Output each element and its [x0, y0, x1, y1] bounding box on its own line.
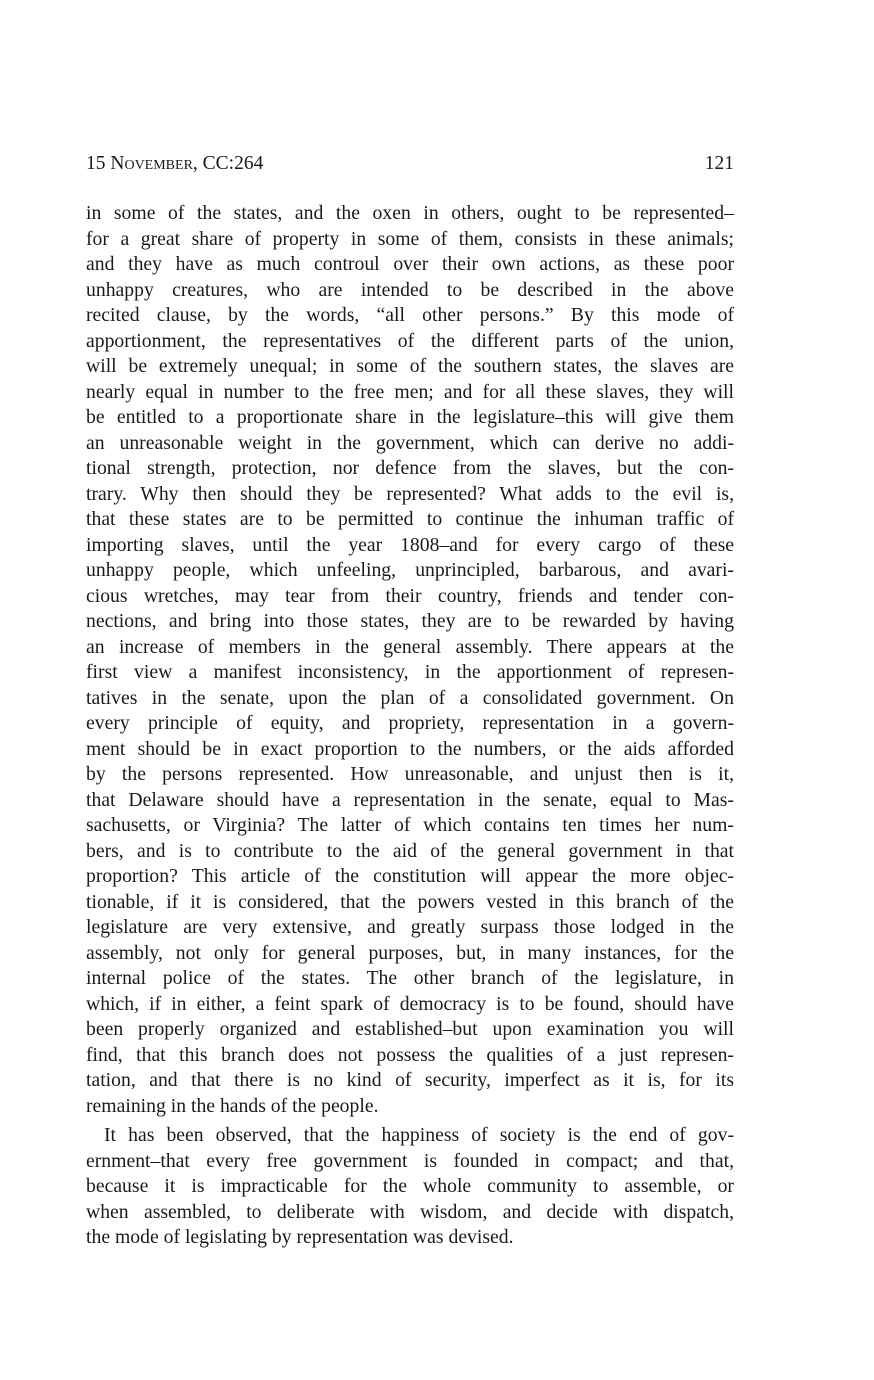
text-line: trary. Why then should they be represented? What adds to the evil is, [86, 482, 734, 505]
header-citation [86, 150, 263, 178]
page-number: 121 [704, 153, 734, 174]
paragraph [86, 1123, 734, 1251]
text-line: for a great share of property in some of them, consists in these animals; [86, 227, 734, 250]
running-head [86, 150, 734, 178]
text-line: unhappy people, which unfeeling, unprincipled, barbarous, and avari- [86, 559, 734, 581]
text-line: ernment–that every free government is founded in compact; and that, [86, 1149, 734, 1172]
header-date: 15 [86, 153, 111, 174]
text-line: first view a manifest inconsistency, in the apportionment of represen- [86, 661, 734, 683]
text-line: legislature are very extensive, and greatly surpass those lodged in the [86, 916, 734, 938]
header-month: November [110, 153, 193, 174]
text-line: apportionment, the representatives of the different parts of the union, [86, 329, 734, 352]
text-line: in some of the states, and the oxen in others, ought to be represented– [86, 202, 734, 224]
paragraph [86, 201, 734, 1119]
text-line: unhappy creatures, who are intended to be described in the above [86, 278, 734, 301]
text-line: It has been observed, that the happiness of society is the end of gov- [104, 1124, 734, 1146]
text-line: that these states are to be permitted to continue the inhuman traffic of [86, 508, 734, 530]
text-line: importing slaves, until the year 1808–and for every cargo of these [86, 533, 734, 556]
body-text [86, 201, 734, 1251]
text-line: the mode of legislating by representation was devised. [86, 1226, 514, 1248]
text-line: an unreasonable weight in the government, which can derive no addi- [86, 431, 734, 454]
text-line: tation, and that there is no kind of security, imperfect as it is, for its [86, 1069, 734, 1091]
text-line: internal police of the states. The other branch of the legislature, in [86, 967, 734, 989]
text-line: tatives in the senate, upon the plan of a consolidated government. On [86, 686, 734, 709]
text-line: when assembled, to deliberate with wisdom, and decide with dispatch, [86, 1200, 734, 1223]
text-line: which, if in either, a feint spark of democracy is to be found, should have [86, 992, 734, 1015]
text-line: assembly, not only for general purposes, but, in many instances, for the [86, 941, 734, 964]
text-line: nections, and bring into those states, they are to be rewarded by having [86, 610, 734, 632]
header-citation-code: , CC:264 [192, 153, 264, 174]
text-line: bers, and is to contribute to the aid of the general government in that [86, 839, 734, 862]
text-line: by the persons represented. How unreasonable, and unjust then is it, [86, 763, 734, 785]
text-line: because it is impracticable for the whole community to assemble, or [86, 1175, 734, 1197]
text-line: been properly organized and established–but upon examination you will [86, 1018, 734, 1040]
text-line: proportion? This article of the constitution will appear the more objec- [86, 865, 734, 887]
text-line: be entitled to a proportionate share in the legislature–this will give them [86, 406, 734, 428]
text-line: that Delaware should have a representation in the senate, equal to Mas- [86, 788, 734, 811]
text-line: and they have as much controul over their own actions, as these poor [86, 253, 734, 275]
text-line: nearly equal in number to the free men; and for all these slaves, they will [86, 380, 734, 403]
text-line: recited clause, by the words, “all other persons.” By this mode of [86, 304, 734, 326]
text-line: remaining in the hands of the people. [86, 1094, 379, 1117]
text-line: every principle of equity, and propriety, representation in a govern- [86, 712, 734, 734]
text-line: cious wretches, may tear from their country, friends and tender con- [86, 584, 734, 607]
text-line: sachusetts, or Virginia? The latter of which contains ten times her num- [86, 814, 734, 836]
text-line: tionable, if it is considered, that the powers vested in this branch of the [86, 890, 734, 913]
text-line: ment should be in exact proportion to the numbers, or the aids afforded [86, 737, 734, 760]
text-line: will be extremely unequal; in some of the southern states, the slaves are [86, 355, 734, 377]
text-line: find, that this branch does not possess the qualities of a just represen- [86, 1043, 734, 1066]
text-line: tional strength, protection, nor defence from the slaves, but the con- [86, 457, 734, 479]
text-line: an increase of members in the general assembly. There appears at the [86, 635, 734, 658]
